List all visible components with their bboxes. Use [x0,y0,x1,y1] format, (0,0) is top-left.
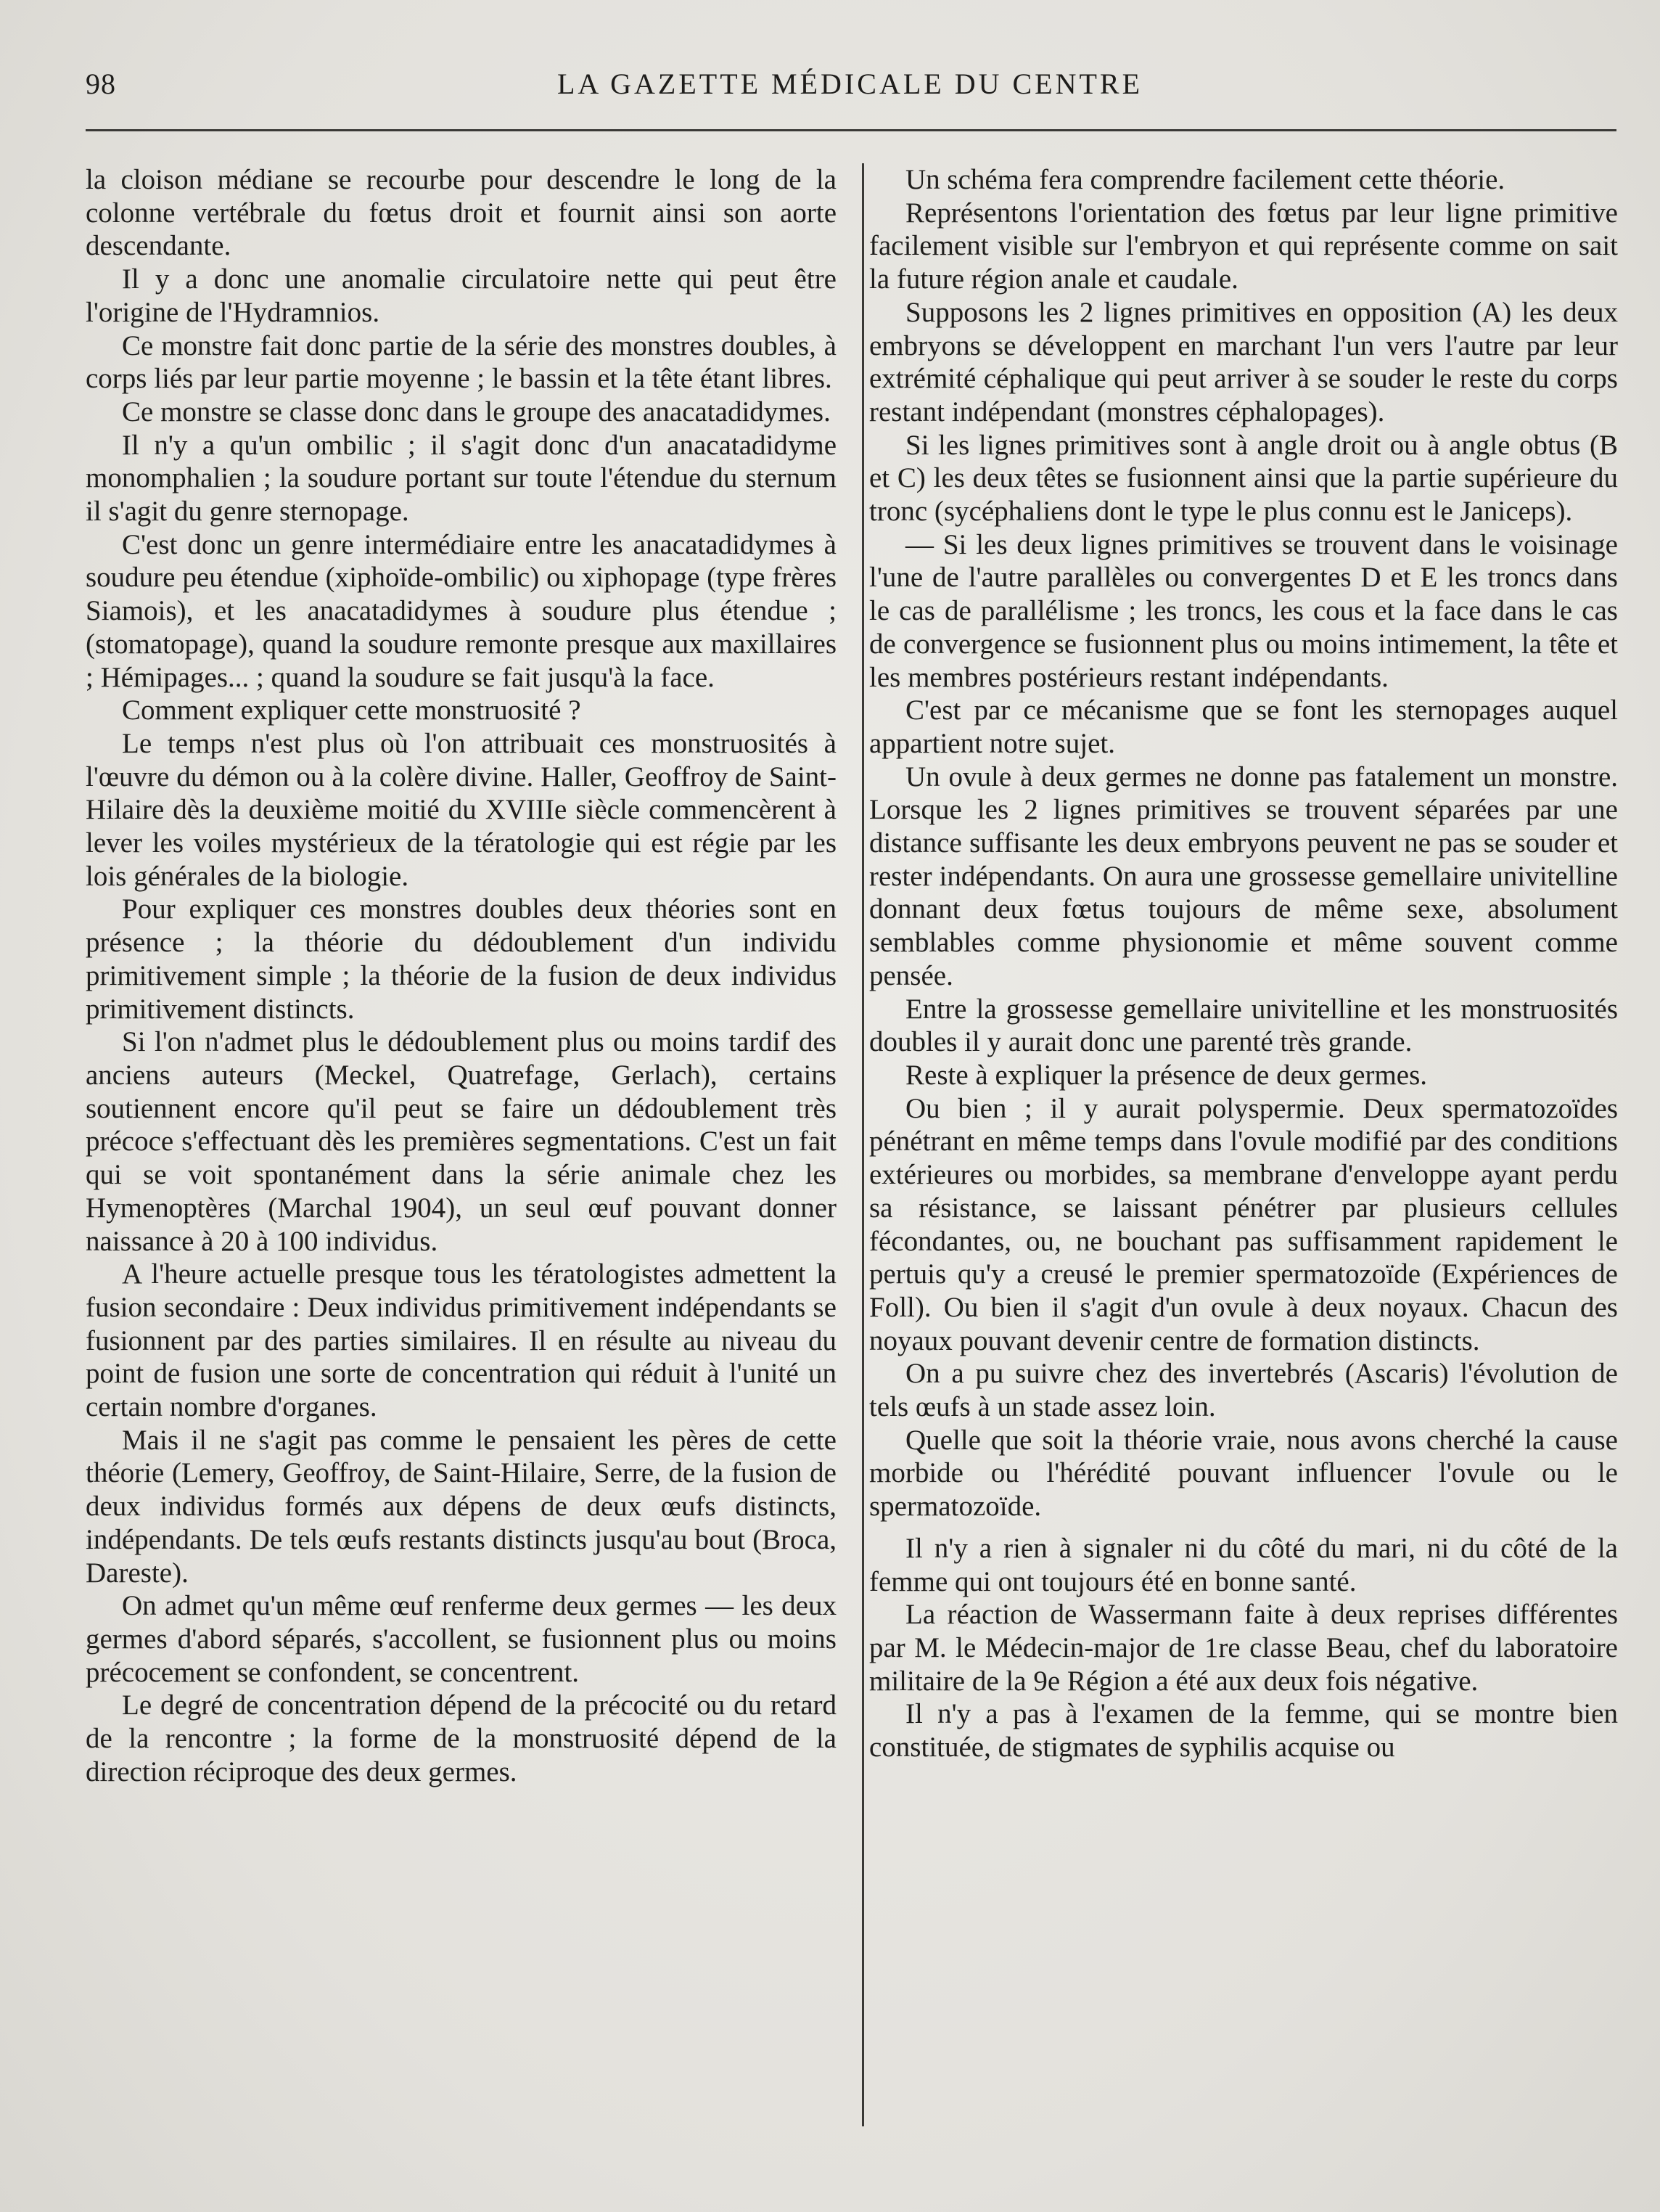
paragraph: Ou bien ; il y aurait polyspermie. Deux spermatozoïdes pénétrant en même temps dans l'ovule modifié par des conditions extérieures ou morbides, sa membrane d'enveloppe ayant perdu sa résistance, se laissant pénétrer par plusieurs cellules fécondantes, ou, ne bouchant pas suffisamment rapidement le pertuis qu'y a creusé le premier spermatozoïde (Expériences de Foll). Ou bien il s'agit d'un ovule à deux noyaux. Chacun des noyaux pouvant devenir centre de formation distincts. [869,1092,1618,1356]
paragraph: Représentons l'orientation des fœtus par leur ligne primitive facilement visible sur l'embryon et qui représente comme on sait la future région anale et caudale. [869,197,1618,295]
paragraph: C'est donc un genre intermédiaire entre les anacatadidymes à soudure peu étendue (xiphoïde-ombilic) ou xiphopage (type frères Siamois), et les anacatadidymes à soudure plus étendue ; (stomatopage), quand la soudure remonte presque aux maxillaires ; Hémipages... ; quand la soudure se fait jusqu'à la face. [86,528,837,693]
paragraph: A l'heure actuelle presque tous les tératologistes admettent la fusion secondaire : Deux individus primitivement indépendants se fusionnent par des parties similaires. Il en résulte au niveau du point de fusion une sorte de concentration qui réduit à l'unité un certain nombre d'organes. [86,1258,837,1423]
right-column [869,163,1618,1764]
paragraph: La réaction de Wassermann faite à deux reprises différentes par M. le Médecin-major de 1re classe Beau, chef du laboratoire militaire de la 9e Région a été aux deux fois négative. [869,1599,1618,1697]
paragraph: Entre la grossesse gemellaire univitelline et les monstruosités doubles il y aurait donc une parenté très grande. [869,993,1618,1058]
paragraph: Un schéma fera comprendre facilement cette théorie. [905,164,1505,195]
header-rule [86,129,1616,131]
paragraph: Le degré de concentration dépend de la précocité ou du retard de la rencontre ; la forme de la monstruosité dépend de la direction réciproque des deux germes. [86,1689,837,1787]
paragraph: Quelle que soit la théorie vraie, nous avons cherché la cause morbide ou l'hérédité pouvant influencer l'ovule ou le spermatozoïde. [869,1424,1618,1523]
paragraph: Il y a donc une anomalie circulatoire nette qui peut être l'origine de l'Hydramnios. [86,263,837,328]
paragraph: Le temps n'est plus où l'on attribuait ces monstruosités à l'œuvre du démon ou à la colère divine. Haller, Geoffroy de Saint-Hilaire dès la deuxième moitié du XVIIIe siècle commencèrent à lever les voiles mystérieux de la tératologie qui est régie par les lois générales de la biologie. [86,727,837,892]
paragraph: Comment expliquer cette monstruosité ? [122,695,581,726]
paragraph: Ce monstre fait donc partie de la série des monstres doubles, à corps liés par leur partie moyenne ; le bassin et la tête étant libres. [86,329,837,395]
paragraph: Ce monstre se classe donc dans le groupe des anacatadidymes. [122,396,831,427]
paragraph: Si les lignes primitives sont à angle droit ou à angle obtus (B et C) les deux têtes se fusionnent ainsi que la partie supérieure du tronc (sycéphaliens dont le type le plus connu est le Janiceps). [869,429,1618,528]
paragraph: Si l'on n'admet plus le dédoublement plus ou moins tardif des anciens auteurs (Meckel, Quatrefage, Gerlach), certains soutiennent encore qu'il peut se faire un dédoublement très précoce s'effectuant dès les premières segmentations. C'est un fait qui se voit spontanément dans la série animale chez les Hymenoptères (Marchal 1904), un seul œuf pouvant donner naissance à 20 à 100 individus. [86,1026,837,1257]
paragraph: Un ovule à deux germes ne donne pas fatalement un monstre. Lorsque les 2 lignes primitives se trouvent séparées par une distance suffisante les deux embryons peuvent ne pas se souder et rester indépendants. On aura une grossesse gemellaire univitelline donnant deux fœtus toujours de même sexe, absolument semblables comme physionomie et même souvent comme pensée. [869,761,1618,991]
paragraph: Supposons les 2 lignes primitives en opposition (A) les deux embryons se développent en marchant l'un vers l'autre par leur extrémité céphalique qui peut arriver à se souder le reste du corps restant indépendant (monstres céphalopages). [869,296,1618,427]
paragraph: la cloison médiane se recourbe pour descendre le long de la colonne vertébrale du fœtus droit et fournit ainsi son aorte descendante. [86,164,837,262]
paragraph: C'est par ce mécanisme que se font les sternopages auquel appartient notre sujet. [869,695,1618,759]
paragraph: On admet qu'un même œuf renferme deux germes — les deux germes d'abord séparés, s'accollent, se fusionnent plus ou moins précocement se confondent, se concentrent. [86,1590,837,1688]
left-column [86,163,837,1788]
column-divider [862,163,864,2126]
page-number: 98 [86,67,116,100]
paragraph: Reste à expliquer la présence de deux germes. [905,1059,1428,1091]
paragraph: Il n'y a qu'un ombilic ; il s'agit donc d'un anacatadidyme monomphalien ; la soudure portant sur toute l'étendue du sternum il s'agit du genre sternopage. [86,429,837,528]
running-title: LA GAZETTE MÉDICALE DU CENTRE [557,67,1143,100]
paragraph: Il n'y a pas à l'examen de la femme, qui se montre bien constituée, de stigmates de syphilis acquise ou [869,1698,1618,1764]
paragraph: Mais il ne s'agit pas comme le pensaient les pères de cette théorie (Lemery, Geoffroy, de Saint-Hilaire, Serre, de la fusion de deux individus formés aux dépens de deux œufs distincts, indépendants. De tels œufs restants distincts jusqu'au bout (Broca, Dareste). [86,1424,837,1589]
paragraph: On a pu suivre chez des invertebrés (Ascaris) l'évolution de tels œufs à un stade assez loin. [869,1358,1618,1423]
paragraph: — Si les deux lignes primitives se trouvent dans le voisinage l'une de l'autre parallèles ou convergentes D et E les troncs dans le cas de parallélisme ; les troncs, les cous et la face dans le cas de convergence se fusionnent plus ou moins intimement, la tête et les membres postérieurs restant indépendants. [869,528,1618,693]
paragraph: Pour expliquer ces monstres doubles deux théories sont en présence ; la théorie du dédoublement d'un individu primitivement simple ; la théorie de la fusion de deux individus primitivement distincts. [86,893,837,1025]
paragraph: Il n'y a rien à signaler ni du côté du mari, ni du côté de la femme qui ont toujours été en bonne santé. [869,1532,1618,1597]
page-header [86,62,1616,106]
